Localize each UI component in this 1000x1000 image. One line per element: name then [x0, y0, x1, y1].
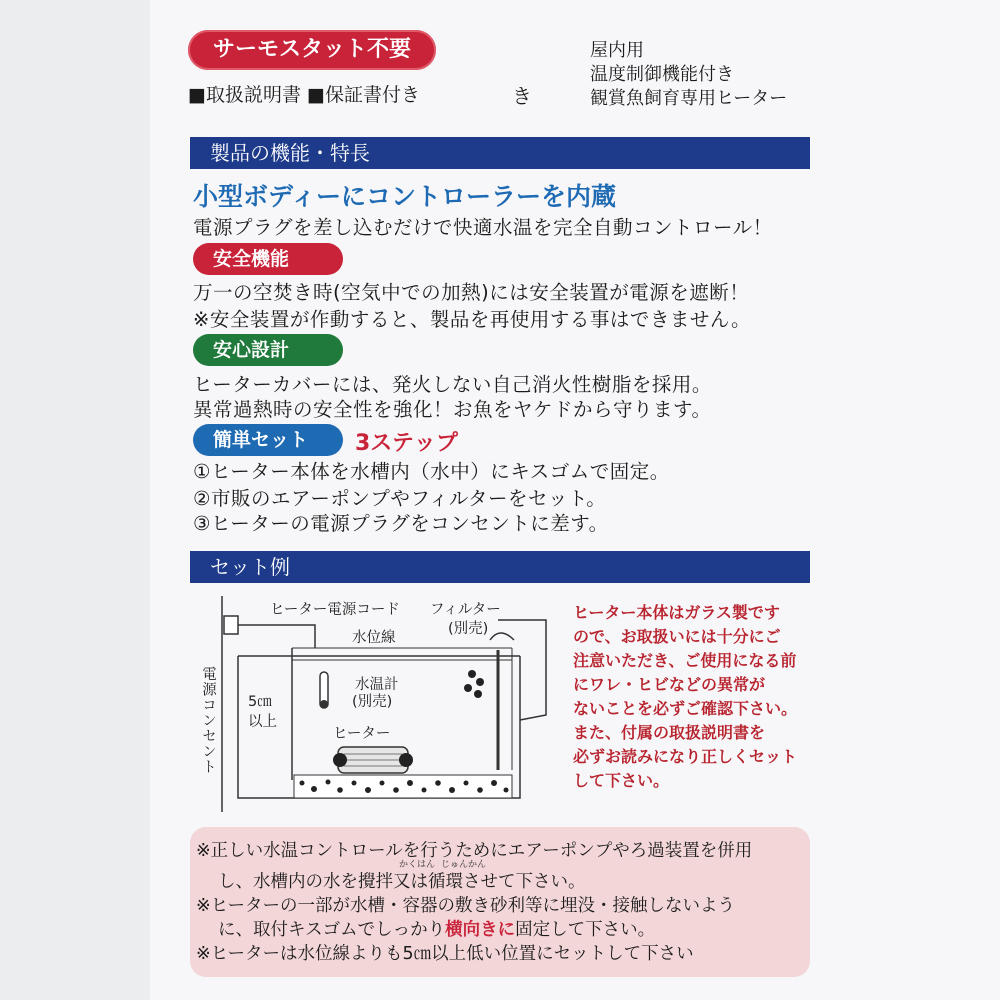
three-steps-title: 3ステップ: [355, 431, 458, 456]
depth-sub-label: 以上: [248, 714, 277, 730]
note-1-line-2: し、水槽内の水を攪拌又は循環させて下さい。: [218, 872, 586, 892]
cord-label: ヒーター電源コード: [270, 602, 400, 618]
features-headline-desc: 電源プラグを差し込むだけで快適水温を完全自動コントロール！: [193, 216, 773, 239]
outlet-label: 電源コンセント: [200, 666, 216, 775]
secure-line-2: 異常過熱時の安全性を強化！お魚をヤケドから守ります。: [193, 398, 712, 421]
note-2-line-1: ※ヒーターの一部が水槽・容器の敷き砂利等に埋没・接触しないよう: [196, 896, 735, 916]
safety-line-1: 万一の空焚き時(空気中での加熱)には安全装置が電源を遮断！: [193, 281, 750, 304]
filter-label: フィルター: [430, 602, 501, 618]
note-3: ※ヒーターは水位線よりも5㎝以上低い位置にセットして下さい: [196, 944, 694, 964]
no-thermostat-badge: サーモスタット不要: [188, 30, 436, 70]
ruby-kakuhan: かくはん: [399, 860, 436, 870]
easy-setup-label: 簡単セット: [193, 424, 343, 456]
features-headline: 小型ボディーにコントローラーを内蔵: [193, 182, 617, 211]
note-2-line-2: [218, 916, 655, 941]
caution-line-8: して下さい。: [573, 771, 670, 790]
stray-character: き: [512, 84, 532, 108]
secure-design-label: 安心設計: [193, 334, 343, 366]
step-2: ②市販のエアーポンプやフィルターをセット。: [193, 487, 607, 510]
step-1: ①ヒーター本体を水槽内（水中）にキスゴムで固定。: [193, 460, 670, 483]
temp-control-text: 温度制御機能付き: [590, 64, 734, 85]
note-2-emphasis: 横向きに: [445, 920, 516, 940]
water-line-label: 水位線: [352, 630, 396, 646]
note-2-line-2-post: 固定して下さい。: [515, 920, 656, 940]
secure-line-1: ヒーターカバーには、発火しない自己消火性樹脂を採用。: [193, 373, 712, 396]
heater-type-text: 観賞魚飼育専用ヒーター: [590, 88, 788, 109]
docs-included-line: ■取扱説明書 ■保証書付き: [188, 84, 420, 106]
ruby-junkan: じゅんかん: [441, 860, 487, 870]
caution-line-6: また、付属の取扱説明書を: [573, 723, 766, 742]
note-2-line-2-pre: に、取付キスゴムでしっかり: [218, 920, 446, 940]
caution-line-3: 注意いただき、ご使用になる前: [573, 651, 797, 670]
safety-line-2: ※安全装置が作動すると、製品を再使用する事はできません。: [193, 308, 752, 331]
indoor-use-text: 屋内用: [590, 40, 644, 61]
caution-line-2: ので、お取扱いには十分にご: [573, 627, 781, 646]
caution-line-5: ないことを必ずご確認下さい。: [573, 699, 798, 718]
heater-label: ヒーター: [333, 726, 391, 742]
thermometer-sub-label: (別売): [352, 694, 393, 710]
note-1-line-1: ※正しい水温コントロールを行うためにエアーポンプやろ過装置を併用: [196, 841, 753, 861]
setup-example-band: セット例: [190, 551, 810, 583]
filter-sub-label: (別売): [448, 621, 489, 637]
features-band: 製品の機能・特長: [190, 137, 810, 169]
step-3: ③ヒーターの電源プラグをコンセントに差す。: [193, 512, 609, 535]
thermometer-label: 水温計: [355, 677, 399, 693]
caution-line-1: ヒーター本体はガラス製です: [573, 603, 780, 622]
depth-label: 5㎝: [248, 694, 272, 710]
safety-label: 安全機能: [193, 243, 343, 275]
caution-line-4: にワレ・ヒビなどの異常が: [573, 675, 766, 694]
caution-line-7: 必ずお読みになり正しくセット: [573, 747, 798, 766]
